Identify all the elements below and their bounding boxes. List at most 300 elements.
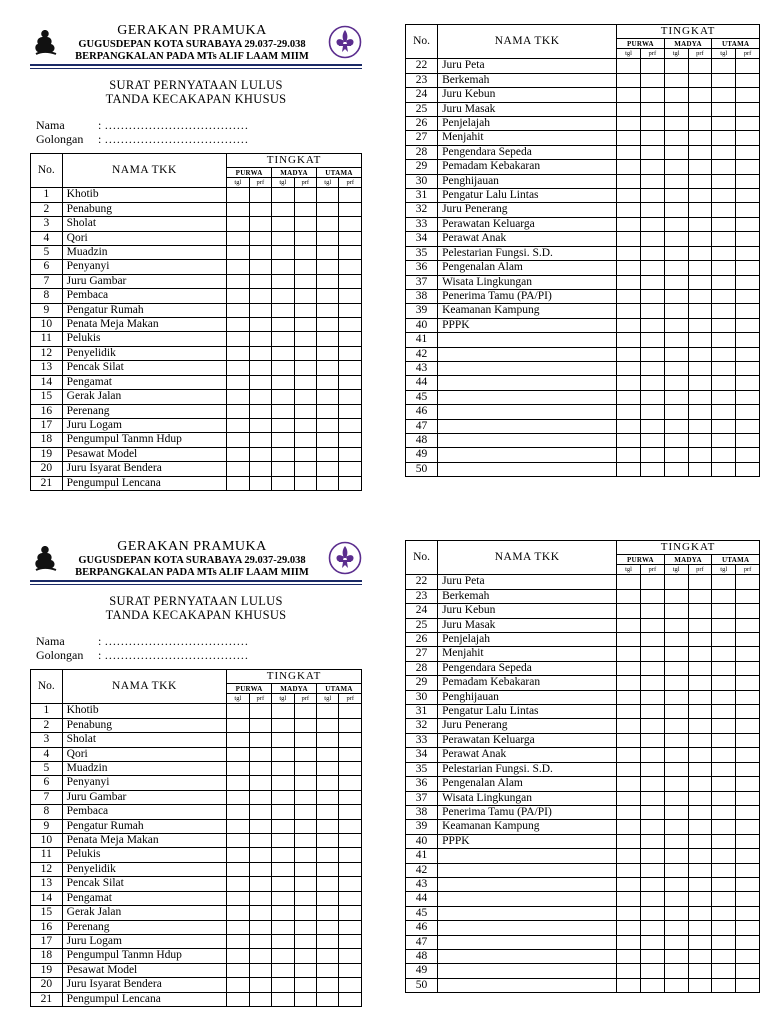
entry-cell[interactable] <box>688 59 712 73</box>
entry-cell[interactable] <box>227 762 249 776</box>
entry-cell[interactable] <box>617 690 641 704</box>
entry-cell[interactable] <box>736 304 760 318</box>
entry-cell[interactable] <box>227 332 249 346</box>
entry-cell[interactable] <box>617 88 641 102</box>
entry-cell[interactable] <box>640 777 664 791</box>
entry-cell[interactable] <box>339 332 362 346</box>
entry-cell[interactable] <box>664 863 688 877</box>
entry-cell[interactable] <box>736 203 760 217</box>
entry-cell[interactable] <box>294 462 316 476</box>
entry-cell[interactable] <box>617 676 641 690</box>
entry-cell[interactable] <box>736 376 760 390</box>
entry-cell[interactable] <box>640 318 664 332</box>
entry-cell[interactable] <box>249 231 271 245</box>
entry-cell[interactable] <box>712 361 736 375</box>
entry-cell[interactable] <box>736 131 760 145</box>
entry-cell[interactable] <box>272 920 294 934</box>
entry-cell[interactable] <box>294 891 316 905</box>
entry-cell[interactable] <box>227 246 249 260</box>
entry-cell[interactable] <box>339 231 362 245</box>
entry-cell[interactable] <box>640 174 664 188</box>
entry-cell[interactable] <box>640 232 664 246</box>
entry-cell[interactable] <box>249 447 271 461</box>
entry-cell[interactable] <box>640 289 664 303</box>
entry-cell[interactable] <box>317 877 339 891</box>
entry-cell[interactable] <box>294 906 316 920</box>
entry-cell[interactable] <box>664 174 688 188</box>
entry-cell[interactable] <box>664 921 688 935</box>
entry-cell[interactable] <box>249 819 271 833</box>
entry-cell[interactable] <box>272 848 294 862</box>
entry-cell[interactable] <box>736 88 760 102</box>
entry-cell[interactable] <box>227 289 249 303</box>
entry-cell[interactable] <box>688 892 712 906</box>
entry-cell[interactable] <box>712 661 736 675</box>
entry-cell[interactable] <box>736 849 760 863</box>
entry-cell[interactable] <box>712 762 736 776</box>
entry-cell[interactable] <box>272 733 294 747</box>
entry-cell[interactable] <box>617 863 641 877</box>
entry-cell[interactable] <box>249 790 271 804</box>
entry-cell[interactable] <box>617 935 641 949</box>
entry-cell[interactable] <box>272 318 294 332</box>
entry-cell[interactable] <box>640 117 664 131</box>
entry-cell[interactable] <box>249 949 271 963</box>
entry-cell[interactable] <box>617 246 641 260</box>
entry-cell[interactable] <box>227 747 249 761</box>
entry-cell[interactable] <box>617 347 641 361</box>
entry-cell[interactable] <box>227 934 249 948</box>
entry-cell[interactable] <box>688 733 712 747</box>
entry-cell[interactable] <box>272 274 294 288</box>
entry-cell[interactable] <box>688 676 712 690</box>
entry-cell[interactable] <box>339 188 362 202</box>
entry-cell[interactable] <box>688 174 712 188</box>
entry-cell[interactable] <box>688 433 712 447</box>
entry-cell[interactable] <box>712 217 736 231</box>
entry-cell[interactable] <box>317 462 339 476</box>
entry-cell[interactable] <box>294 776 316 790</box>
entry-cell[interactable] <box>317 433 339 447</box>
entry-cell[interactable] <box>640 906 664 920</box>
entry-cell[interactable] <box>640 863 664 877</box>
entry-cell[interactable] <box>736 575 760 589</box>
entry-cell[interactable] <box>688 275 712 289</box>
entry-cell[interactable] <box>640 935 664 949</box>
entry-cell[interactable] <box>317 390 339 404</box>
entry-cell[interactable] <box>640 964 664 978</box>
entry-cell[interactable] <box>736 289 760 303</box>
entry-cell[interactable] <box>640 419 664 433</box>
entry-cell[interactable] <box>664 275 688 289</box>
entry-cell[interactable] <box>294 246 316 260</box>
entry-cell[interactable] <box>736 462 760 476</box>
entry-cell[interactable] <box>317 246 339 260</box>
entry-cell[interactable] <box>664 448 688 462</box>
entry-cell[interactable] <box>227 418 249 432</box>
entry-cell[interactable] <box>712 246 736 260</box>
entry-cell[interactable] <box>664 964 688 978</box>
entry-cell[interactable] <box>272 718 294 732</box>
entry-cell[interactable] <box>688 203 712 217</box>
entry-cell[interactable] <box>640 849 664 863</box>
entry-cell[interactable] <box>688 805 712 819</box>
entry-cell[interactable] <box>294 260 316 274</box>
entry-cell[interactable] <box>664 777 688 791</box>
entry-cell[interactable] <box>688 834 712 848</box>
entry-cell[interactable] <box>227 375 249 389</box>
entry-cell[interactable] <box>688 820 712 834</box>
entry-cell[interactable] <box>736 232 760 246</box>
entry-cell[interactable] <box>227 776 249 790</box>
entry-cell[interactable] <box>294 704 316 718</box>
entry-cell[interactable] <box>294 447 316 461</box>
entry-cell[interactable] <box>317 332 339 346</box>
entry-cell[interactable] <box>272 476 294 490</box>
entry-cell[interactable] <box>640 676 664 690</box>
entry-cell[interactable] <box>664 748 688 762</box>
entry-cell[interactable] <box>294 418 316 432</box>
entry-cell[interactable] <box>712 849 736 863</box>
entry-cell[interactable] <box>664 145 688 159</box>
entry-cell[interactable] <box>272 246 294 260</box>
entry-cell[interactable] <box>712 863 736 877</box>
entry-cell[interactable] <box>294 862 316 876</box>
entry-cell[interactable] <box>227 848 249 862</box>
entry-cell[interactable] <box>736 390 760 404</box>
entry-cell[interactable] <box>712 390 736 404</box>
entry-cell[interactable] <box>712 189 736 203</box>
entry-cell[interactable] <box>339 274 362 288</box>
entry-cell[interactable] <box>688 633 712 647</box>
entry-cell[interactable] <box>712 333 736 347</box>
entry-cell[interactable] <box>688 748 712 762</box>
entry-cell[interactable] <box>249 404 271 418</box>
entry-cell[interactable] <box>688 217 712 231</box>
entry-cell[interactable] <box>249 418 271 432</box>
entry-cell[interactable] <box>688 906 712 920</box>
entry-cell[interactable] <box>339 433 362 447</box>
entry-cell[interactable] <box>688 232 712 246</box>
entry-cell[interactable] <box>664 261 688 275</box>
entry-cell[interactable] <box>736 762 760 776</box>
entry-cell[interactable] <box>227 862 249 876</box>
entry-cell[interactable] <box>617 877 641 891</box>
entry-cell[interactable] <box>736 733 760 747</box>
entry-cell[interactable] <box>712 805 736 819</box>
entry-cell[interactable] <box>272 877 294 891</box>
entry-cell[interactable] <box>317 906 339 920</box>
entry-cell[interactable] <box>227 217 249 231</box>
entry-cell[interactable] <box>712 589 736 603</box>
entry-cell[interactable] <box>688 791 712 805</box>
entry-cell[interactable] <box>617 419 641 433</box>
entry-cell[interactable] <box>339 949 362 963</box>
entry-cell[interactable] <box>617 433 641 447</box>
entry-cell[interactable] <box>227 819 249 833</box>
entry-cell[interactable] <box>272 447 294 461</box>
entry-cell[interactable] <box>227 790 249 804</box>
entry-cell[interactable] <box>664 805 688 819</box>
entry-cell[interactable] <box>617 921 641 935</box>
entry-cell[interactable] <box>272 260 294 274</box>
entry-cell[interactable] <box>712 777 736 791</box>
entry-cell[interactable] <box>227 346 249 360</box>
entry-cell[interactable] <box>712 647 736 661</box>
entry-cell[interactable] <box>712 719 736 733</box>
entry-cell[interactable] <box>736 145 760 159</box>
entry-cell[interactable] <box>712 145 736 159</box>
entry-cell[interactable] <box>317 274 339 288</box>
entry-cell[interactable] <box>272 418 294 432</box>
entry-cell[interactable] <box>664 59 688 73</box>
entry-cell[interactable] <box>664 361 688 375</box>
entry-cell[interactable] <box>736 59 760 73</box>
entry-cell[interactable] <box>617 318 641 332</box>
entry-cell[interactable] <box>640 347 664 361</box>
entry-cell[interactable] <box>294 289 316 303</box>
entry-cell[interactable] <box>640 160 664 174</box>
entry-cell[interactable] <box>617 160 641 174</box>
entry-cell[interactable] <box>617 203 641 217</box>
entry-cell[interactable] <box>317 992 339 1006</box>
entry-cell[interactable] <box>249 906 271 920</box>
entry-cell[interactable] <box>712 892 736 906</box>
entry-cell[interactable] <box>688 405 712 419</box>
entry-cell[interactable] <box>617 145 641 159</box>
entry-cell[interactable] <box>294 819 316 833</box>
entry-cell[interactable] <box>249 992 271 1006</box>
entry-cell[interactable] <box>688 949 712 963</box>
entry-cell[interactable] <box>317 346 339 360</box>
entry-cell[interactable] <box>617 304 641 318</box>
entry-cell[interactable] <box>317 733 339 747</box>
entry-cell[interactable] <box>617 978 641 992</box>
entry-cell[interactable] <box>664 433 688 447</box>
entry-cell[interactable] <box>272 992 294 1006</box>
entry-cell[interactable] <box>294 978 316 992</box>
entry-cell[interactable] <box>640 102 664 116</box>
entry-cell[interactable] <box>736 719 760 733</box>
entry-cell[interactable] <box>664 246 688 260</box>
entry-cell[interactable] <box>249 188 271 202</box>
entry-cell[interactable] <box>272 978 294 992</box>
entry-cell[interactable] <box>317 819 339 833</box>
entry-cell[interactable] <box>640 604 664 618</box>
entry-cell[interactable] <box>688 448 712 462</box>
entry-cell[interactable] <box>688 189 712 203</box>
entry-cell[interactable] <box>317 949 339 963</box>
entry-cell[interactable] <box>617 261 641 275</box>
entry-cell[interactable] <box>640 949 664 963</box>
entry-cell[interactable] <box>294 877 316 891</box>
entry-cell[interactable] <box>736 647 760 661</box>
entry-cell[interactable] <box>339 978 362 992</box>
entry-cell[interactable] <box>617 174 641 188</box>
entry-cell[interactable] <box>294 963 316 977</box>
entry-cell[interactable] <box>664 661 688 675</box>
entry-cell[interactable] <box>227 920 249 934</box>
entry-cell[interactable] <box>227 906 249 920</box>
entry-cell[interactable] <box>664 232 688 246</box>
entry-cell[interactable] <box>664 877 688 891</box>
entry-cell[interactable] <box>712 203 736 217</box>
entry-cell[interactable] <box>736 246 760 260</box>
entry-cell[interactable] <box>664 376 688 390</box>
entry-cell[interactable] <box>712 174 736 188</box>
entry-cell[interactable] <box>640 575 664 589</box>
entry-cell[interactable] <box>688 705 712 719</box>
entry-cell[interactable] <box>712 834 736 848</box>
entry-cell[interactable] <box>640 73 664 87</box>
entry-cell[interactable] <box>664 647 688 661</box>
entry-cell[interactable] <box>736 618 760 632</box>
entry-cell[interactable] <box>272 217 294 231</box>
entry-cell[interactable] <box>736 261 760 275</box>
entry-cell[interactable] <box>227 476 249 490</box>
entry-cell[interactable] <box>712 633 736 647</box>
entry-cell[interactable] <box>664 906 688 920</box>
entry-cell[interactable] <box>227 891 249 905</box>
entry-cell[interactable] <box>712 690 736 704</box>
entry-cell[interactable] <box>294 949 316 963</box>
entry-cell[interactable] <box>712 304 736 318</box>
entry-cell[interactable] <box>339 346 362 360</box>
entry-cell[interactable] <box>712 448 736 462</box>
entry-cell[interactable] <box>640 633 664 647</box>
entry-cell[interactable] <box>294 231 316 245</box>
entry-cell[interactable] <box>712 949 736 963</box>
entry-cell[interactable] <box>294 361 316 375</box>
entry-cell[interactable] <box>339 447 362 461</box>
entry-cell[interactable] <box>712 405 736 419</box>
entry-cell[interactable] <box>317 920 339 934</box>
entry-cell[interactable] <box>249 762 271 776</box>
entry-cell[interactable] <box>339 733 362 747</box>
entry-cell[interactable] <box>227 390 249 404</box>
entry-cell[interactable] <box>249 834 271 848</box>
entry-cell[interactable] <box>249 303 271 317</box>
entry-cell[interactable] <box>664 892 688 906</box>
entry-cell[interactable] <box>712 906 736 920</box>
entry-cell[interactable] <box>617 748 641 762</box>
entry-cell[interactable] <box>227 202 249 216</box>
entry-cell[interactable] <box>227 274 249 288</box>
entry-cell[interactable] <box>317 718 339 732</box>
entry-cell[interactable] <box>617 376 641 390</box>
entry-cell[interactable] <box>617 733 641 747</box>
entry-cell[interactable] <box>294 303 316 317</box>
entry-cell[interactable] <box>272 949 294 963</box>
entry-cell[interactable] <box>272 776 294 790</box>
entry-cell[interactable] <box>664 419 688 433</box>
entry-cell[interactable] <box>317 303 339 317</box>
entry-cell[interactable] <box>640 448 664 462</box>
entry-cell[interactable] <box>249 318 271 332</box>
entry-cell[interactable] <box>640 589 664 603</box>
entry-cell[interactable] <box>664 676 688 690</box>
entry-cell[interactable] <box>227 462 249 476</box>
entry-cell[interactable] <box>272 289 294 303</box>
entry-cell[interactable] <box>339 246 362 260</box>
entry-cell[interactable] <box>339 747 362 761</box>
entry-cell[interactable] <box>664 618 688 632</box>
entry-cell[interactable] <box>736 117 760 131</box>
entry-cell[interactable] <box>339 762 362 776</box>
entry-cell[interactable] <box>317 318 339 332</box>
entry-cell[interactable] <box>712 160 736 174</box>
entry-cell[interactable] <box>640 690 664 704</box>
entry-cell[interactable] <box>664 189 688 203</box>
entry-cell[interactable] <box>227 447 249 461</box>
entry-cell[interactable] <box>617 117 641 131</box>
entry-cell[interactable] <box>339 805 362 819</box>
entry-cell[interactable] <box>664 304 688 318</box>
entry-cell[interactable] <box>736 705 760 719</box>
entry-cell[interactable] <box>617 906 641 920</box>
entry-cell[interactable] <box>688 289 712 303</box>
entry-cell[interactable] <box>317 289 339 303</box>
entry-cell[interactable] <box>688 304 712 318</box>
entry-cell[interactable] <box>339 289 362 303</box>
entry-cell[interactable] <box>640 203 664 217</box>
entry-cell[interactable] <box>712 791 736 805</box>
entry-cell[interactable] <box>640 390 664 404</box>
entry-cell[interactable] <box>640 217 664 231</box>
entry-cell[interactable] <box>712 575 736 589</box>
entry-cell[interactable] <box>712 102 736 116</box>
entry-cell[interactable] <box>339 361 362 375</box>
entry-cell[interactable] <box>664 131 688 145</box>
entry-cell[interactable] <box>227 733 249 747</box>
entry-cell[interactable] <box>736 791 760 805</box>
entry-cell[interactable] <box>272 375 294 389</box>
entry-cell[interactable] <box>249 246 271 260</box>
entry-cell[interactable] <box>664 719 688 733</box>
entry-cell[interactable] <box>272 303 294 317</box>
entry-cell[interactable] <box>688 376 712 390</box>
entry-cell[interactable] <box>249 733 271 747</box>
entry-cell[interactable] <box>712 978 736 992</box>
entry-cell[interactable] <box>688 762 712 776</box>
entry-cell[interactable] <box>317 834 339 848</box>
entry-cell[interactable] <box>688 361 712 375</box>
entry-cell[interactable] <box>640 762 664 776</box>
entry-cell[interactable] <box>664 390 688 404</box>
entry-cell[interactable] <box>736 217 760 231</box>
entry-cell[interactable] <box>617 834 641 848</box>
entry-cell[interactable] <box>249 462 271 476</box>
entry-cell[interactable] <box>339 877 362 891</box>
entry-cell[interactable] <box>712 676 736 690</box>
entry-cell[interactable] <box>317 862 339 876</box>
entry-cell[interactable] <box>688 604 712 618</box>
entry-cell[interactable] <box>617 462 641 476</box>
entry-cell[interactable] <box>664 589 688 603</box>
entry-cell[interactable] <box>249 274 271 288</box>
entry-cell[interactable] <box>688 647 712 661</box>
entry-cell[interactable] <box>617 189 641 203</box>
entry-cell[interactable] <box>640 304 664 318</box>
entry-cell[interactable] <box>294 718 316 732</box>
entry-cell[interactable] <box>688 390 712 404</box>
entry-cell[interactable] <box>249 433 271 447</box>
entry-cell[interactable] <box>339 848 362 862</box>
entry-cell[interactable] <box>339 790 362 804</box>
entry-cell[interactable] <box>249 260 271 274</box>
entry-cell[interactable] <box>664 791 688 805</box>
entry-cell[interactable] <box>640 921 664 935</box>
